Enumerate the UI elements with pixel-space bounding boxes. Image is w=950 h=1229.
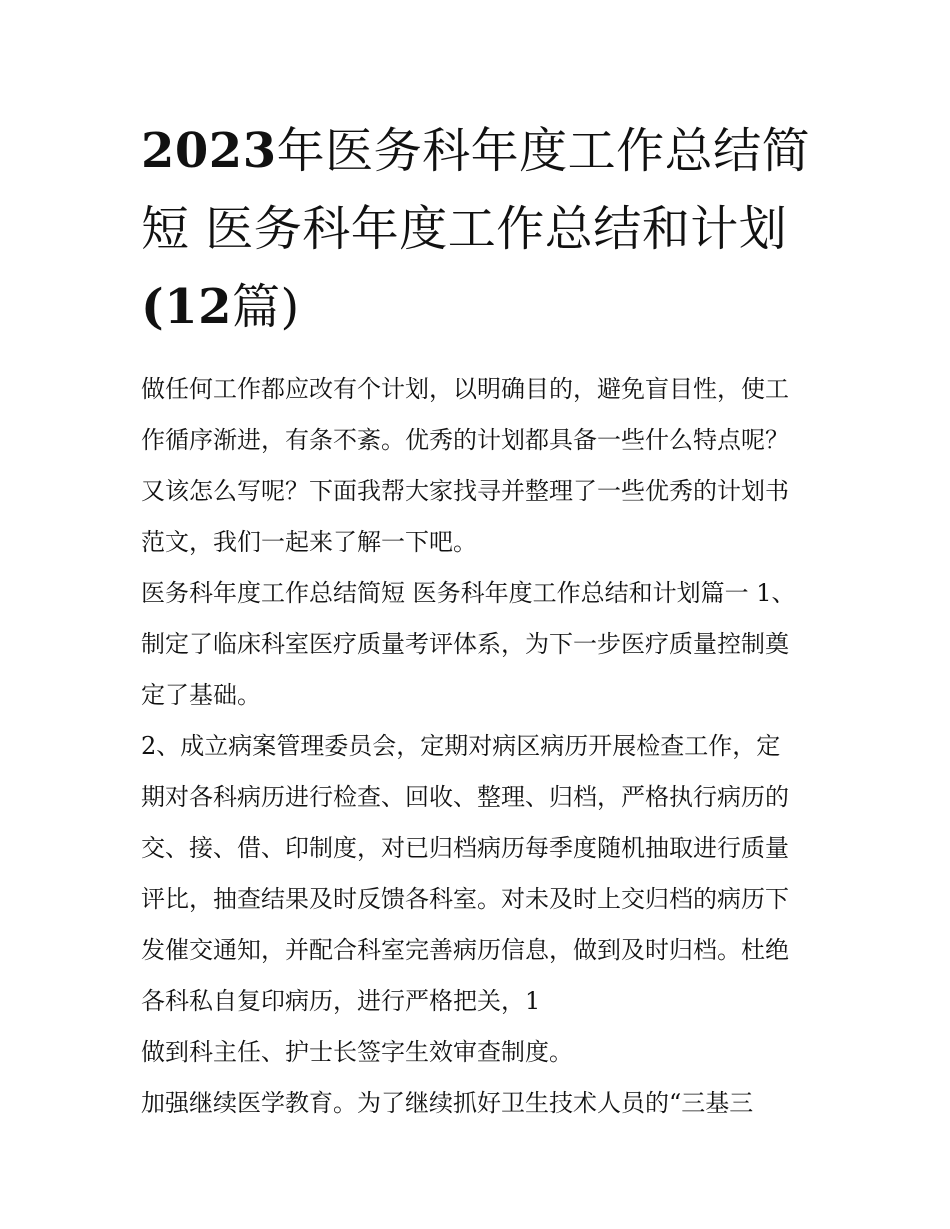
text-line: 发催交通知，并配合科室完善病历信息，做到及时归档。杜绝 (141, 936, 789, 964)
document-title (141, 112, 813, 346)
text-line: 做任何工作都应改有个计划，以明确目的，避免盲目性，使工 (141, 375, 789, 403)
body-paragraph (141, 1078, 813, 1129)
title-number: (12 (141, 279, 233, 335)
title-line (141, 190, 813, 268)
text-line: 各科私自复印病历，进行严格把关，1 (141, 987, 541, 1015)
title-number: 2023 (141, 123, 277, 179)
title-line (141, 268, 813, 346)
document-body (141, 112, 813, 1129)
text-line: 交、接、借、印制度，对已归档病历每季度随机抽取进行质量 (141, 834, 789, 862)
text-line: 评比，抽查结果及时反馈各科室。对未及时上交归档的病历下 (141, 885, 789, 913)
text-line: 制定了临床科室医疗质量考评体系，为下一步医疗质量控制奠 (141, 630, 789, 658)
text-line: 加强继续医学教育。为了继续抓好卫生技术人员的“三基三 (141, 1089, 754, 1117)
text-line: 范文，我们一起来了解一下吧。 (141, 528, 477, 556)
text-line: 医务科年度工作总结简短 医务科年度工作总结和计划篇一 1、 (141, 579, 796, 607)
title-text: 短 医务科年度工作总结和计划 (141, 201, 788, 257)
text-line: 期对各科病历进行检查、回收、整理、归档，严格执行病历的 (141, 783, 789, 811)
text-line: 做到科主任、护士长签字生效审查制度。 (141, 1038, 573, 1066)
text-line: 又该怎么写呢？下面我帮大家找寻并整理了一些优秀的计划书 (141, 477, 789, 505)
body-paragraph (141, 1027, 813, 1078)
title-text: 年医务科年度工作总结简 (276, 123, 811, 179)
section-paragraph (141, 568, 813, 721)
intro-paragraph (141, 364, 813, 568)
body-paragraph (141, 721, 813, 1027)
text-line: 2、成立病案管理委员会，定期对病区病历开展检查工作，定 (141, 732, 781, 760)
text-line: 作循序渐进，有条不紊。优秀的计划都具备一些什么特点呢？ (141, 426, 789, 454)
text-line: 定了基础。 (141, 681, 261, 709)
title-text: 篇) (232, 279, 300, 335)
title-line (141, 112, 813, 190)
